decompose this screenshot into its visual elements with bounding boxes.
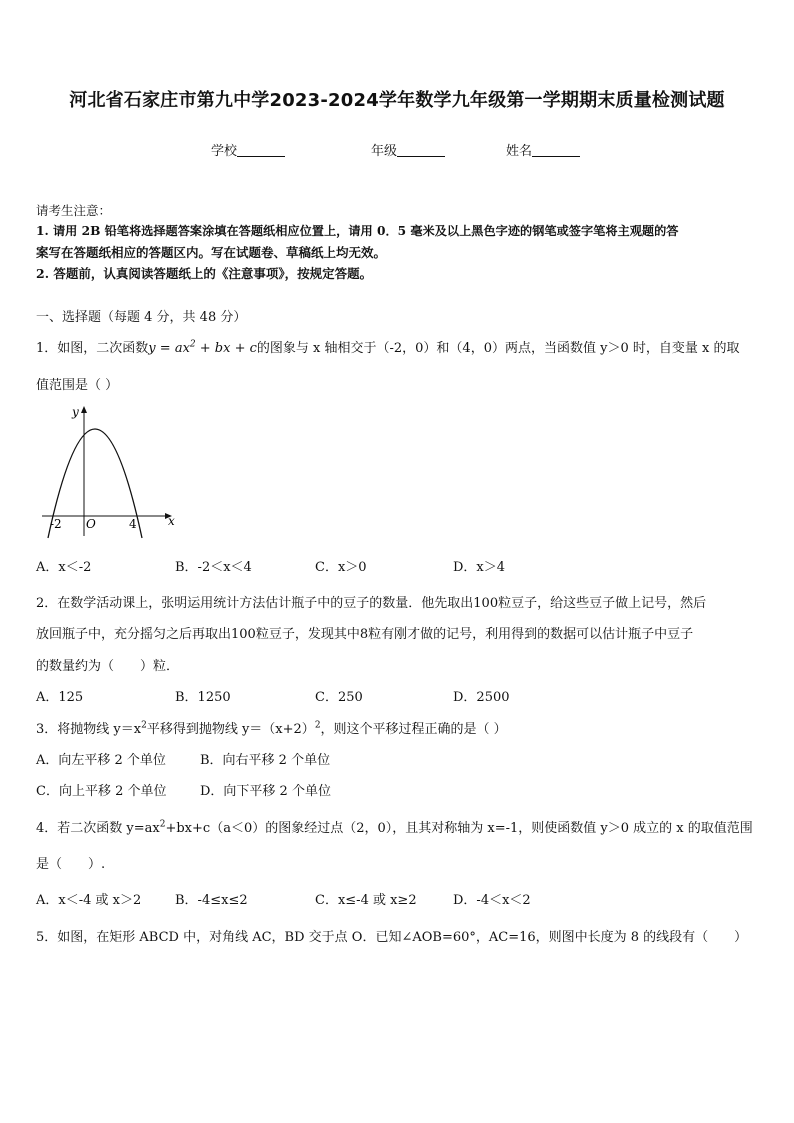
q1-formula-rest: + bx + c [195, 341, 257, 356]
notice-heading: 请考生注意： [36, 203, 112, 218]
q3-sup-1: 2 [141, 720, 147, 731]
q1-option-c[interactable]: C．x＞0 [315, 560, 367, 575]
q3-option-d[interactable]: D．向下平移 2 个单位 [200, 784, 331, 799]
school-label: 学校 [211, 144, 238, 159]
grade-blank [397, 144, 445, 157]
q3-text-a: 3．将抛物线 y＝x [36, 722, 142, 737]
q1-option-d[interactable]: D．x＞4 [453, 560, 506, 575]
q3-text-c: ，则这个平移过程正确的是（ ） [320, 722, 507, 737]
question-3-line-1 [36, 718, 762, 737]
q2-option-a[interactable]: A．125 [36, 690, 84, 705]
graph-origin-label: O [86, 517, 96, 531]
q4-text-b: +bx+c（a＜0）的图象经过点（2，0），且其对称轴为 x=-1，则使函数值 y＞0 成立的 x 的取值范围 [165, 821, 753, 836]
q4-option-a[interactable]: A．x＜-4 或 x＞2 [36, 893, 142, 908]
page-title: 河北省石家庄市第九中学2023-2024学年数学九年级第一学期期末质量检测试题 [69, 90, 725, 111]
graph-y-label: y [72, 405, 79, 419]
graph-y-arrow [81, 406, 87, 413]
graph-x-label: x [168, 514, 175, 528]
q4-text-a: 4．若二次函数 y=ax [36, 821, 160, 836]
q2-option-d[interactable]: D．2500 [453, 690, 510, 705]
question-1-line-1 [36, 337, 762, 356]
graph-neg-label: -2 [50, 517, 62, 531]
school-blank [237, 144, 285, 157]
q1-formula [148, 341, 257, 356]
name-blank [532, 144, 580, 157]
q2-option-b[interactable]: B．1250 [175, 690, 231, 705]
q1-prefix: 1．如图，二次函数 [36, 341, 149, 356]
q4-option-c[interactable]: C．x≤-4 或 x≥2 [315, 893, 417, 908]
school-field [211, 140, 285, 159]
question-2-line-3: 的数量约为（ ）粒． [36, 659, 180, 674]
question-4-line-1 [36, 817, 762, 836]
notice-item-1a: 1. 请用 2B 铅笔将选择题答案涂填在答题纸相应位置上，请用 0．5 毫米及以上黑色字迹的钢笔或签字笔将主观题的答 [36, 224, 679, 238]
name-label: 姓名 [506, 144, 533, 159]
graph-pos-label: 4 [129, 517, 137, 531]
notice-item-1b: 案写在答题纸相应的答题区内。写在试题卷、草稿纸上均无效。 [36, 245, 387, 260]
question-1-line-2: 值范围是（ ） [36, 378, 119, 393]
q3-option-c[interactable]: C．向上平移 2 个单位 [36, 784, 167, 799]
q1-option-b[interactable]: B．-2＜x＜4 [175, 560, 252, 575]
question-2-line-2: 放回瓶子中，充分摇匀之后再取出100粒豆子，发现其中8粒有刚才做的记号，利用得到的数据可以估计瓶子中豆子 [36, 627, 694, 642]
question-4-line-2: 是（ ）. [36, 857, 106, 872]
q3-sup-2: 2 [314, 720, 321, 731]
question-5-line-1: 5．如图，在矩形 ABCD 中，对角线 AC，BD 交于点 O．已知∠AOB=60°，AC=16，则图中长度为 8 的线段有（ ） [36, 930, 748, 945]
q3-text-b: 平移得到抛物线 y＝（x+2） [146, 722, 315, 737]
grade-label: 年级 [371, 144, 398, 159]
grade-field [371, 140, 445, 159]
q1-formula-eq: = [155, 341, 175, 356]
q4-option-d[interactable]: D．-4＜x＜2 [453, 893, 531, 908]
q1-option-a[interactable]: A．x＜-2 [36, 560, 92, 575]
parabola-graph [38, 404, 182, 540]
notice-item-2: 2. 答题前，认真阅读答题纸上的《注意事项》，按规定答题。 [36, 266, 373, 281]
q2-option-c[interactable]: C．250 [315, 690, 363, 705]
section-heading: 一、选择题（每题 4 分，共 48 分） [36, 310, 247, 325]
question-2-line-1: 2．在数学活动课上，张明运用统计方法估计瓶子中的豆子的数量．他先取出100粒豆子，给这些豆子做上记号，然后 [36, 596, 707, 611]
q3-option-a[interactable]: A．向左平移 2 个单位 [36, 753, 166, 768]
q4-sup: 2 [159, 819, 166, 830]
q1-suffix: 的图象与 x 轴相交于（-2，0）和（4，0）两点，当函数值 y＞0 时，自变量 x 的取 [256, 341, 740, 356]
q1-formula-a: ax [174, 341, 190, 356]
q4-option-b[interactable]: B．-4≤x≤2 [175, 893, 248, 908]
name-field [506, 140, 580, 159]
notice-block [36, 200, 762, 284]
q3-option-b[interactable]: B．向右平移 2 个单位 [200, 753, 331, 768]
q1-formula-y: y [148, 341, 156, 356]
q1-formula-sup: 2 [189, 339, 196, 350]
